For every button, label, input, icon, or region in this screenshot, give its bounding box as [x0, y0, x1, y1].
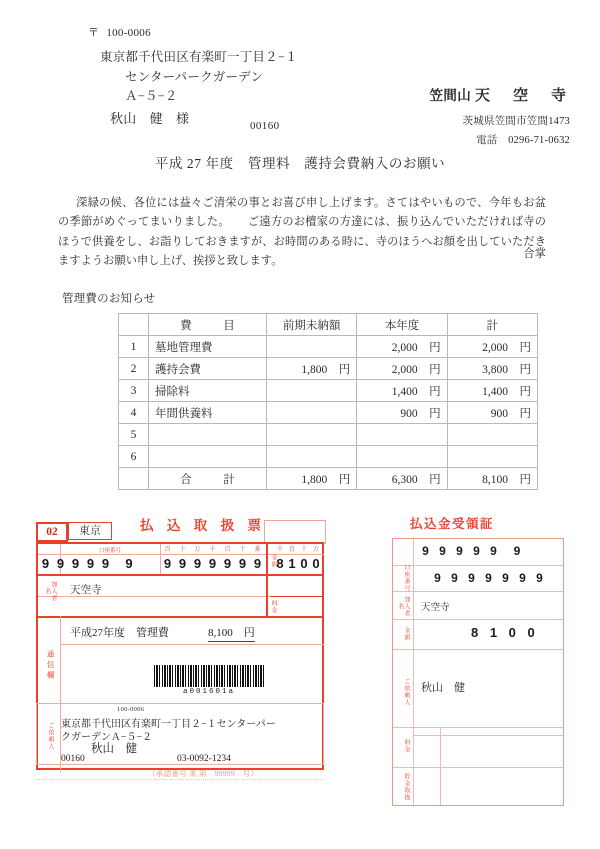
- digit-cell: 9: [434, 571, 441, 585]
- payer-zip: 100-0006: [117, 706, 145, 713]
- row-no: 6: [119, 446, 149, 468]
- row-previous: [266, 402, 356, 424]
- slip-subscriber-name: 天空寺: [70, 585, 102, 596]
- body-line-2b: ご遠方のお檀家の方達には、振り込んでいただければ寺のほうで供養をし、お詣: [58, 216, 546, 248]
- header-item: 費 目: [149, 314, 267, 336]
- barcode-image: [154, 665, 264, 687]
- table-row: [119, 424, 538, 446]
- customer-number: 00160: [250, 120, 280, 132]
- slip-message-label: 通信欄: [46, 650, 55, 682]
- sender-telephone: 電話 0296-71-0632: [476, 135, 570, 146]
- digit-cell: 9: [422, 544, 429, 558]
- unit-cell: 十: [300, 547, 307, 553]
- table-row: [119, 358, 538, 380]
- row-previous: [266, 380, 356, 402]
- fee-table-caption: 管理費のお知らせ: [62, 293, 156, 305]
- sender-address: 茨城県笠間市笠間1473: [462, 116, 570, 127]
- payer-label: ご依頼人: [47, 722, 53, 750]
- row-total: [447, 424, 537, 446]
- recipient-name: 秋山 健 様: [110, 110, 190, 126]
- barcode-text: a001601a: [182, 688, 235, 696]
- row-item: 掃除料: [149, 380, 267, 402]
- digit-cell: 9: [485, 571, 492, 585]
- row-item: 年間供養料: [149, 402, 267, 424]
- unit-cell: 千: [276, 547, 283, 553]
- digit-cell: 9: [41, 556, 50, 571]
- stub-subscriber-name: 天空寺: [421, 603, 450, 613]
- digit-cell: 1: [288, 556, 296, 571]
- stub-amount-label: 金額: [403, 627, 409, 641]
- unit-cell: 十: [239, 547, 246, 553]
- row-item: 墓地管理費: [149, 336, 267, 358]
- slip-message-amount: 8,100 円: [208, 624, 255, 642]
- slip-rule: [38, 554, 324, 555]
- slip-account-units: [160, 546, 265, 554]
- row-no: 1: [119, 336, 149, 358]
- digit-cell: 9: [451, 571, 458, 585]
- slip-code-box: 02: [36, 522, 68, 542]
- stub-amount-value: 8 1 0 0: [471, 625, 539, 640]
- stub-fee-label: 料金: [403, 739, 409, 753]
- postal-mark-icon: 〒: [88, 27, 100, 39]
- stub-account-digits-row1: [417, 544, 532, 558]
- stub-rule: [393, 619, 563, 620]
- header-previous: 前期未納額: [266, 314, 356, 336]
- stub-account-digits-row2: [429, 571, 548, 585]
- summary-previous: 1,800 円: [266, 468, 356, 490]
- body-line-4: と致します。: [215, 254, 283, 267]
- stub-payer-label: ご依頼人: [403, 678, 409, 706]
- digit-cell: 9: [238, 556, 247, 571]
- table-row: [119, 336, 538, 358]
- payer-box: [36, 703, 324, 765]
- body-line-3: りしておきますが、お時間のある時に、寺のほうへお顔を出していただきますようお願い申し上げ、挨拶: [58, 235, 546, 267]
- letter-closing: 合掌: [523, 248, 546, 260]
- sender-temple-name: [430, 84, 571, 105]
- stub-rule: [413, 735, 563, 736]
- slip-rule: [38, 574, 324, 576]
- receipt-stub-title: 払込金受領証: [410, 517, 495, 531]
- summary-total: 8,100 円: [447, 468, 537, 490]
- payment-slip-title: 払 込 取 扱 票: [140, 518, 266, 533]
- unit-cell: 百: [164, 547, 171, 553]
- slip-amount-units: [274, 546, 322, 554]
- digit-cell: 9: [439, 544, 446, 558]
- unit-cell: 十: [179, 547, 186, 553]
- row-no: 2: [119, 358, 149, 380]
- stub-rule: [393, 649, 563, 650]
- unit-cell: 百: [224, 547, 231, 553]
- slip-rule: [60, 644, 324, 645]
- digit-cell: 0: [312, 556, 320, 571]
- slip-rule: [270, 596, 324, 597]
- stub-rule: [393, 591, 563, 592]
- payer-address-line1: 東京都千代田区有楽町一丁目２−１センターパー: [61, 719, 276, 730]
- row-current: 2,000 円: [357, 336, 447, 358]
- slip-account-digits: [38, 556, 145, 571]
- page-title: 平成 27 年度 管理料 護持会費納入のお願い: [154, 156, 446, 171]
- stub-account-label: 口座番号: [403, 564, 409, 592]
- stub-handling-label: 貯金取扱: [403, 773, 409, 801]
- slip-account-digits-2: [160, 556, 265, 571]
- row-no: 5: [119, 424, 149, 446]
- header-no: [119, 314, 149, 336]
- table-row: [119, 402, 538, 424]
- digit-cell: 9: [163, 556, 172, 571]
- digit-cell: 9: [101, 556, 110, 571]
- unit-cell: 番: [254, 547, 261, 553]
- digit-cell: 9: [86, 556, 95, 571]
- slip-fee-label: 料金: [270, 600, 276, 614]
- row-no: 3: [119, 380, 149, 402]
- row-total: 2,000 円: [447, 336, 537, 358]
- receipt-stub: [388, 512, 568, 812]
- summary-current: 6,300 円: [357, 468, 447, 490]
- recipient-address-block: [88, 28, 298, 125]
- approval-note: （承認番号 東 第 99999 号）: [148, 769, 259, 778]
- recipient-address-line1: 東京都千代田区有楽町一丁目２−１: [100, 50, 298, 64]
- unit-cell: 万: [312, 547, 319, 553]
- recipient-address-line3: Ａ−５−２: [125, 89, 178, 103]
- payer-name: 秋山 健: [91, 743, 137, 755]
- stub-rule: [440, 727, 441, 805]
- digit-cell: 9: [208, 556, 217, 571]
- row-total: 3,800 円: [447, 358, 537, 380]
- stub-rule: [393, 565, 563, 566]
- summary-label: 合 計: [149, 468, 267, 490]
- header-total: 計: [447, 314, 537, 336]
- receipt-stub-frame: [392, 538, 564, 806]
- digit-cell: 9: [456, 544, 463, 558]
- payer-number: 00160: [61, 754, 85, 764]
- recipient-address-line2: センターパークガーデン: [125, 69, 264, 84]
- stub-payer-name: 秋山 健: [421, 682, 465, 694]
- row-previous: [266, 336, 356, 358]
- digit-cell: 9: [490, 544, 497, 558]
- row-current: [357, 424, 447, 446]
- slip-region-box: 東京: [68, 522, 112, 540]
- row-total: [447, 446, 537, 468]
- sender-block: [430, 84, 571, 147]
- slip-account-label: 口座番号: [98, 548, 121, 554]
- digit-cell: 9: [223, 556, 232, 571]
- summary-no: [119, 468, 149, 490]
- body-line-2: ぐってまいりました。: [115, 216, 230, 229]
- payer-telephone: 03-0092-1234: [177, 754, 231, 764]
- slip-rule: [38, 616, 324, 618]
- unit-cell: 万: [194, 547, 201, 553]
- header-current: 本年度: [357, 314, 447, 336]
- digit-cell: 9: [125, 556, 133, 571]
- table-row: [119, 380, 538, 402]
- digit-cell: 9: [178, 556, 187, 571]
- digit-cell: 9: [71, 556, 80, 571]
- stub-rule: [393, 767, 563, 768]
- row-item: 護持会費: [149, 358, 267, 380]
- table-header-row: [119, 314, 538, 336]
- slip-message-text: 平成27年度 管理費: [70, 627, 169, 639]
- sender-temple-main: 天 空 寺: [474, 88, 570, 104]
- row-previous: 1,800 円: [266, 358, 356, 380]
- postal-code: 100-0006: [106, 27, 151, 39]
- slip-top-right-box: [264, 520, 326, 544]
- digit-cell: 8: [276, 556, 284, 571]
- sender-temple-prefix: 笠間山: [429, 88, 472, 103]
- digit-cell: 9: [502, 571, 509, 585]
- stub-rule: [393, 727, 563, 728]
- stub-rule: [413, 539, 414, 805]
- row-previous: [266, 446, 356, 468]
- payer-address-line2: クガーデンＡ−５−２: [61, 732, 153, 743]
- row-item: [149, 446, 267, 468]
- body-line-1: 深緑の候、各位には益々ご清栄の事とお喜び申し上げます。さてはやいもので、今年もお盆の季節がめ: [58, 197, 546, 229]
- digit-cell: 9: [56, 556, 65, 571]
- stub-subscriber-label: 加入者名: [397, 595, 409, 617]
- digit-cell: 0: [300, 556, 308, 571]
- digit-cell: 9: [536, 571, 543, 585]
- table-row: [119, 446, 538, 468]
- digit-cell: 9: [473, 544, 480, 558]
- unit-cell: 千: [209, 547, 216, 553]
- slip-amount-label: 金額: [270, 554, 276, 568]
- row-current: 2,000 円: [357, 358, 447, 380]
- digit-cell: 9: [513, 544, 521, 558]
- row-no: 4: [119, 402, 149, 424]
- unit-cell: 百: [288, 547, 295, 553]
- digit-cell: 9: [193, 556, 202, 571]
- row-previous: [266, 424, 356, 446]
- row-current: [357, 446, 447, 468]
- slip-tear-line: [36, 779, 324, 780]
- slip-amount-digits: [274, 556, 322, 571]
- row-current: 1,400 円: [357, 380, 447, 402]
- slip-subscriber-label: 加入者名: [44, 580, 56, 602]
- row-total: 1,400 円: [447, 380, 537, 402]
- digit-cell: 9: [519, 571, 526, 585]
- table-summary-row: [119, 468, 538, 490]
- row-item: [149, 424, 267, 446]
- digit-cell: 9: [253, 556, 262, 571]
- digit-cell: 9: [468, 571, 475, 585]
- row-current: 900 円: [357, 402, 447, 424]
- row-total: 900 円: [447, 402, 537, 424]
- fee-table: [118, 313, 538, 490]
- postal-code-line: [88, 28, 298, 39]
